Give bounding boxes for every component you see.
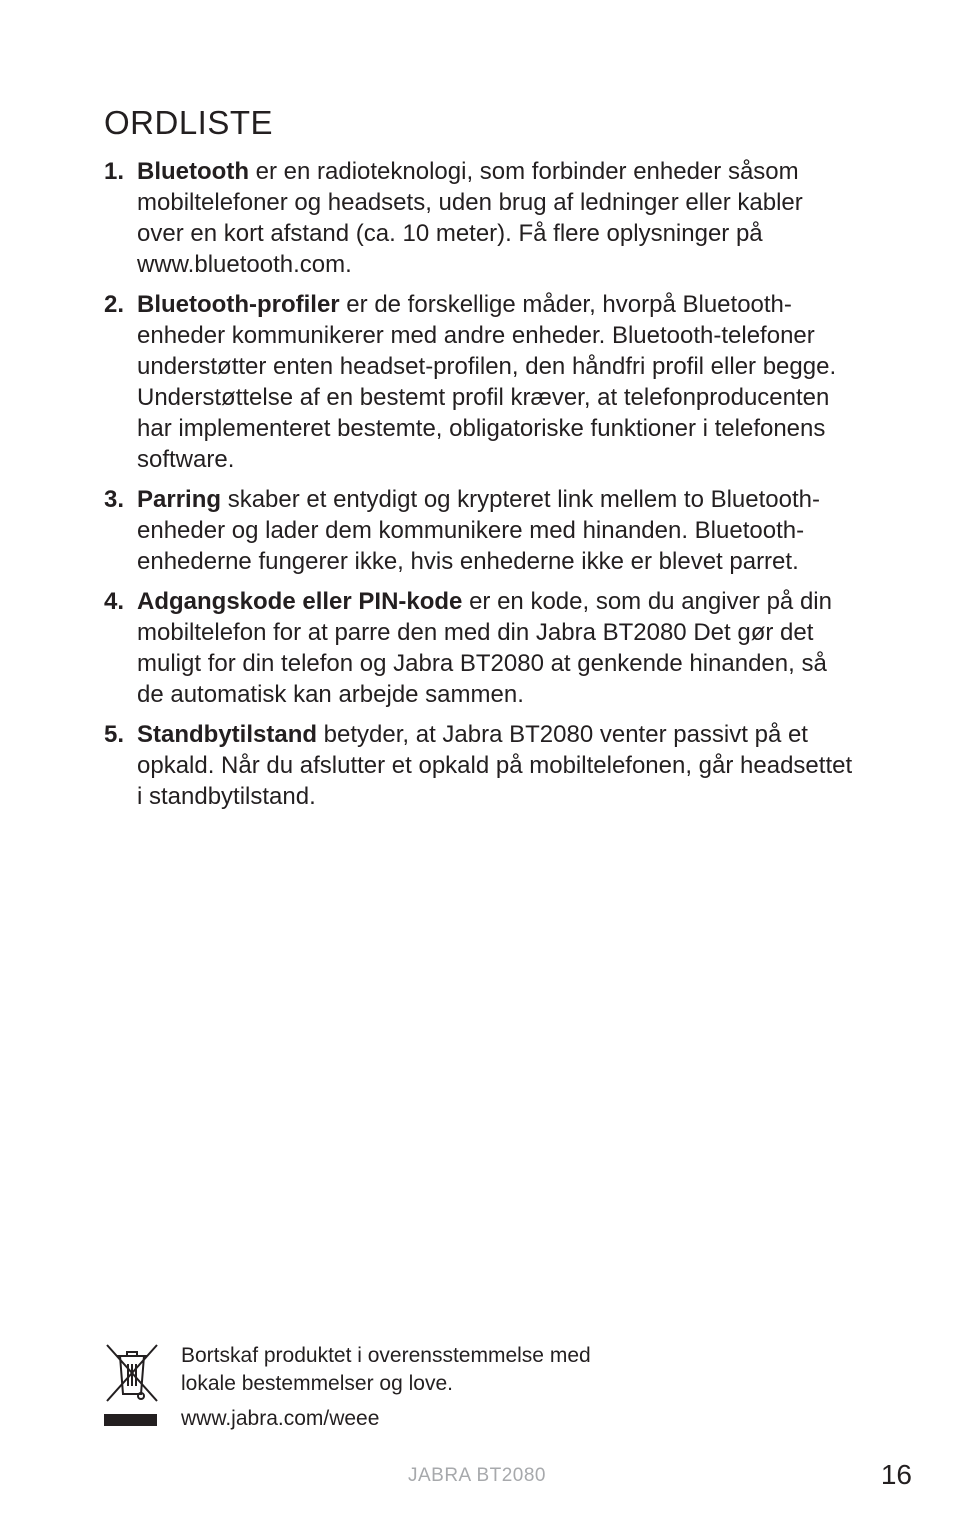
glossary-term: Standbytilstand xyxy=(137,721,318,748)
footer-product-name: JABRA BT2080 xyxy=(407,1465,547,1486)
weee-bar xyxy=(104,1414,157,1426)
weee-disposal-text: Bortskaf produktet i overensstemmelse med lokale bestemmelser og love. xyxy=(181,1344,591,1395)
item-number: 2. xyxy=(104,291,125,318)
page-number: 16 xyxy=(880,1459,912,1490)
glossary-item xyxy=(104,586,856,710)
glossary-item xyxy=(104,484,856,577)
glossary-term: Bluetooth-profiler xyxy=(137,291,340,318)
glossary-item xyxy=(104,289,856,475)
page-title: ORDLISTE xyxy=(104,104,274,141)
item-number: 1. xyxy=(104,158,125,185)
weee-link[interactable]: www.jabra.com/weee xyxy=(181,1407,380,1430)
glossary-definition: betyder, at Jabra BT2080 venter passivt på et opkald. Når du afslutter et opkald på mobiltelefonen, går headsettet i standbytilstand. xyxy=(137,721,853,810)
glossary-definition: er en kode, som du angiver på din mobiltelefon for at parre den med din Jabra BT2080 Det gør det muligt for din telefon og Jabra BT2080 at genkende hinanden, så de automatisk kan arbejde sammen. xyxy=(137,588,832,708)
item-number: 5. xyxy=(104,721,125,748)
glossary-term: Parring xyxy=(137,486,222,513)
glossary-list xyxy=(104,156,856,821)
item-number: 4. xyxy=(104,588,125,615)
glossary-term: Adgangskode eller PIN-kode xyxy=(137,588,463,615)
crossed-out-wheelie-bin-icon xyxy=(104,1342,160,1404)
item-number: 3. xyxy=(104,486,125,513)
glossary-definition: skaber et entydigt og krypteret link mellem to Bluetooth-enheder og lader dem kommunikere med hinanden. Bluetooth-enhederne fungerer ikke, hvis enhederne ikke er blevet parret. xyxy=(137,486,820,575)
glossary-definition: er en radioteknologi, som forbinder enheder såsom mobiltelefoner og headsets, uden brug af ledninger eller kabler over en kort afstand (ca. 10 meter). Få flere oplysninger på www.bluetooth.com. xyxy=(137,158,803,278)
glossary-item xyxy=(104,719,856,812)
glossary-definition: er de forskellige måder, hvorpå Bluetooth-enheder kommunikerer med andre enheder. Bluetooth-telefoner understøtter enten headset-profilen, den håndfri profil eller begge. Understøttelse af en bestemt profil kræver, at telefonproducenten har implementeret bestemte, obligatoriske funktioner i telefonens software. xyxy=(137,291,837,473)
glossary-term: Bluetooth xyxy=(137,158,249,185)
glossary-item xyxy=(104,156,856,280)
